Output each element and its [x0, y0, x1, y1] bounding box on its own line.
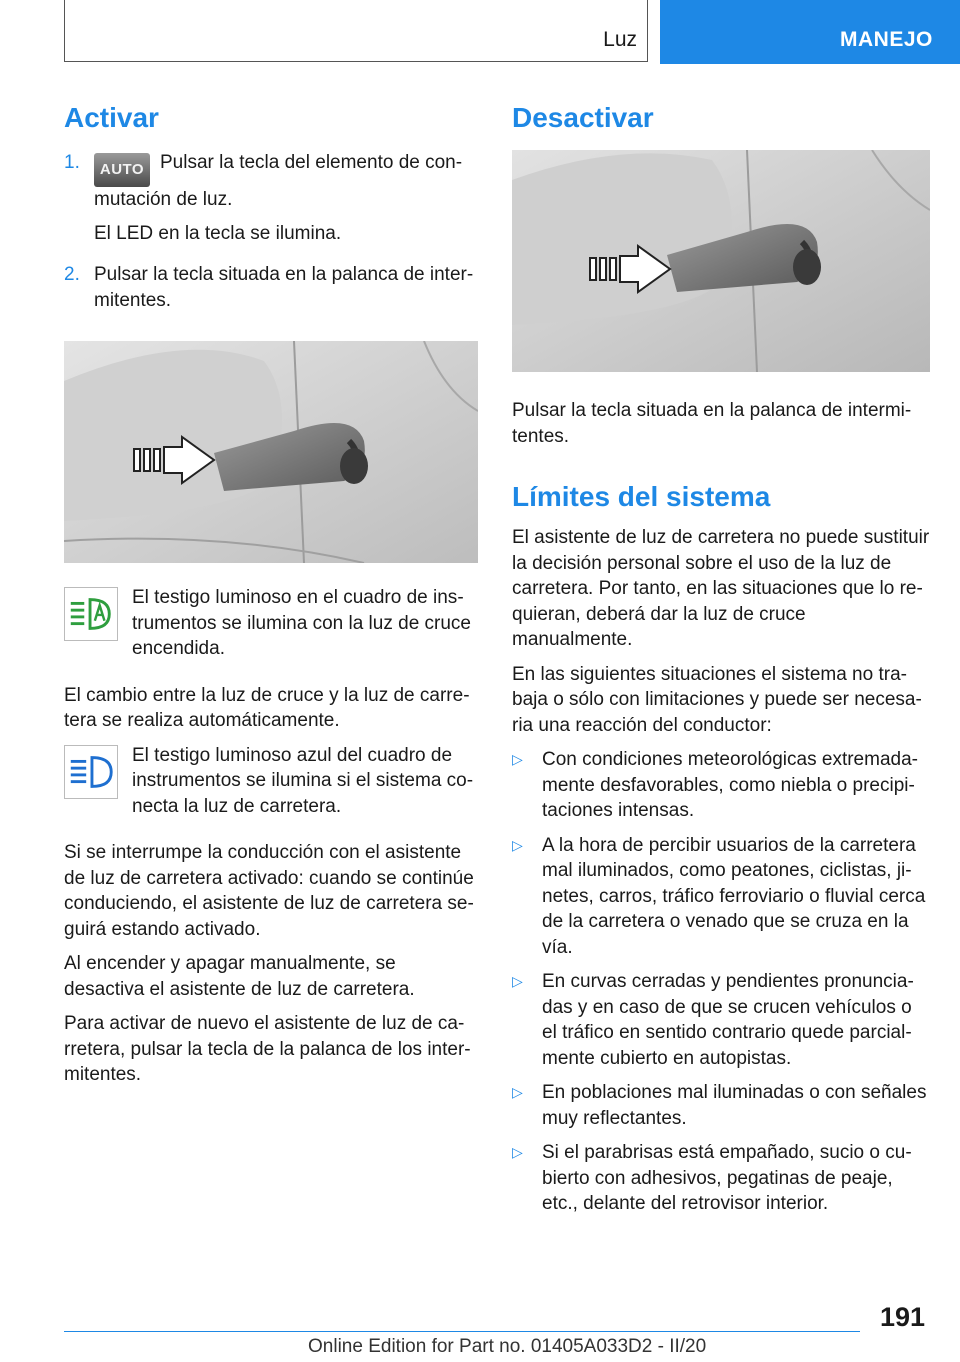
list-item-text: Si el parabrisas está empañado, sucio o cubierto con adhesivos, pegatinas de peaje, etc., delante del retrovisor interior.	[542, 1142, 912, 1214]
page-number: 191	[880, 1302, 926, 1332]
paragraph-reactivate: Para activar de nuevo el asistente de luz de carretera, pulsar la tecla de la palanca de los intermitentes.	[64, 1013, 471, 1085]
turn-signal-lever-photo	[64, 341, 478, 563]
list-item	[512, 747, 930, 824]
paragraph-manual: Al encender y apagar manualmente, se desactiva el asistente de luz de carretera.	[64, 953, 415, 1000]
header-chapter-tab: MANEJO	[660, 0, 960, 64]
step-number: 1.	[64, 152, 80, 173]
left-column	[64, 100, 478, 1097]
list-item-text: A la hora de percibir usuarios de la carretera mal iluminados, como peatones, ciclistas, jinetes, carros, tráfico ferroviario o fluvial cerca de la carretera o venado que se cruza en la vía.	[542, 834, 926, 958]
list-item	[512, 833, 930, 961]
footer-edition: Online Edition for Part no. 01405A033D2 - II/20	[308, 1336, 707, 1357]
step-1-text: Pulsar la tecla del elemento de conmutación de luz.	[94, 152, 463, 210]
step-body	[94, 262, 478, 321]
step-text	[94, 150, 478, 213]
indicator-blue-text: El testigo luminoso azul del cuadro de instrumentos se ilumina si el sistema conecta la luz de carretera.	[132, 744, 474, 817]
indicator-green-row	[64, 585, 478, 671]
header-section-box	[64, 0, 648, 62]
limitations-list	[512, 747, 930, 1217]
paragraph-limits-situations: En las siguientes situaciones el sistema no trabaja o sólo con limitaciones y puede ser necesaria una reacción del conductor:	[512, 663, 922, 736]
step-number: 2.	[64, 264, 80, 285]
page-header	[0, 0, 960, 66]
bullet-triangle-icon: ▷	[512, 1144, 523, 1160]
list-item-text: Con condiciones meteorológicas extremadamente desfavorables, como niebla o precipitaciones intensas.	[542, 749, 918, 821]
indicator-blue-row	[64, 743, 478, 829]
step-2	[64, 262, 478, 321]
bullet-triangle-icon: ▷	[512, 1084, 523, 1100]
turn-signal-lever-photo-2	[512, 150, 930, 372]
bullet-triangle-icon: ▷	[512, 973, 523, 989]
list-item	[512, 969, 930, 1071]
paragraph-auto-switch: El cambio entre la luz de cruce y la luz de carretera se realiza automáticamente.	[64, 684, 470, 731]
section-title-activar: Activar	[64, 102, 159, 133]
high-beam-icon	[64, 745, 118, 799]
list-item	[512, 1140, 930, 1217]
list-item-text: En poblaciones mal iluminadas o con señales muy reflectantes.	[542, 1082, 927, 1129]
paragraph-limits-intro: El asistente de luz de carretera no puede sustituir la decisión personal sobre el uso de la luz de carretera. Por tanto, en las situaciones que lo requieran, deberá dar la luz de cruce manualmente.	[512, 527, 930, 650]
step-1	[64, 150, 478, 254]
right-column	[512, 100, 930, 1226]
auto-key-icon: AUTO	[94, 153, 150, 187]
list-item-text: En curvas cerradas y pendientes pronunciadas y en caso de que se crucen vehículos o el tráfico en sentido contrario quede parcialmente cubierto en autopistas.	[542, 971, 914, 1069]
list-item	[512, 1080, 930, 1131]
auto-high-beam-icon	[64, 587, 118, 641]
bullet-triangle-icon: ▷	[512, 836, 523, 853]
step-1-note: El LED en la tecla se ilumina.	[94, 222, 342, 244]
step-2-text: Pulsar la tecla situada en la palanca de intermitentes.	[94, 264, 474, 311]
section-title-desactivar: Desactivar	[512, 102, 654, 133]
header-section-title: Luz	[603, 28, 637, 51]
section-title-limites: Límites del sistema	[512, 481, 771, 512]
paragraph-interrupt: Si se interrumpe la conducción con el asistente de luz de carretera activado: cuando se continúe conduciendo, el asistente de luz de carretera seguirá estando activado.	[64, 842, 474, 940]
step-body	[94, 150, 478, 254]
caption-desactivar: Pulsar la tecla situada en la palanca de intermitentes.	[512, 400, 912, 447]
footer-divider	[64, 1331, 860, 1332]
indicator-green-text: El testigo luminoso en el cuadro de instrumentos se ilumina con la luz de cruce encendida.	[132, 587, 471, 659]
bullet-triangle-icon: ▷	[512, 751, 523, 767]
